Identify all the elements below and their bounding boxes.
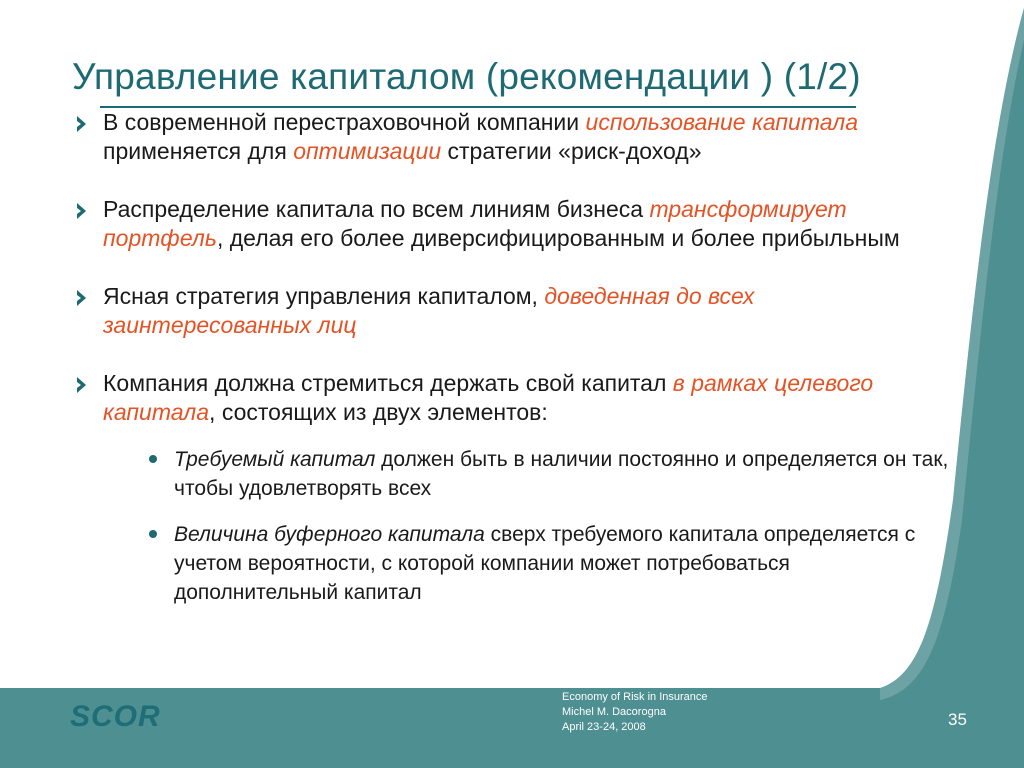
bullet-item <box>72 369 952 607</box>
footer-info-line: April 23-24, 2008 <box>562 721 646 733</box>
chevron-right-icon <box>76 202 88 220</box>
text-segment: Ясная стратегия управления капиталом, <box>103 283 545 309</box>
scor-logo: SCOR <box>70 700 161 733</box>
highlighted-text: в рамках целевого капитала <box>103 370 874 425</box>
italic-term: Величина буферного капитала <box>174 523 485 546</box>
text-segment: должен быть в наличии постоянно и определяется он так, чтобы удовлетворять всех <box>174 448 949 500</box>
bullet-list <box>72 108 952 636</box>
italic-term: Требуемый капитал <box>174 448 376 471</box>
text-segment: В современной перестраховочной компании <box>103 109 586 135</box>
chevron-right-icon <box>76 115 88 133</box>
bullet-item <box>72 195 952 253</box>
sub-bullet-item <box>147 520 952 607</box>
highlighted-text: трансформирует портфель <box>103 196 847 251</box>
chevron-right-icon <box>76 376 88 394</box>
sub-bullet-text <box>174 445 952 503</box>
sub-bullet-list <box>147 445 952 607</box>
bullet-text <box>103 195 952 253</box>
page-number: 35 <box>948 710 967 729</box>
highlighted-text: оптимизации <box>293 138 442 164</box>
text-segment: Распределение капитала по всем линиям бизнеса <box>103 196 650 222</box>
bullet-text <box>103 108 952 166</box>
footer-info-line: Michel M. Dacorogna <box>562 706 666 718</box>
chevron-right-icon <box>76 289 88 307</box>
bullet-item <box>72 108 952 166</box>
text-segment: , состоящих из двух элементов: <box>209 399 548 425</box>
footer-info <box>562 690 708 735</box>
highlighted-text: использование капитала <box>585 109 859 135</box>
footer-info-line: Economy of Risk in Insurance <box>562 691 708 703</box>
slide-title: Управление капиталом (рекомендации ) (1/2) <box>72 56 861 97</box>
dot-icon <box>149 530 157 538</box>
dot-icon <box>149 455 157 463</box>
sub-bullet-item <box>147 445 952 503</box>
bullet-text <box>103 282 952 340</box>
text-segment: стратегии «риск-доход» <box>441 138 702 164</box>
text-segment: сверх требуемого капитала определяется с учетом вероятности, с которой компании может потребоваться дополнительный капитал <box>174 523 916 604</box>
sub-bullet-text <box>174 520 952 607</box>
text-segment: применяется для <box>103 138 294 164</box>
bullet-text <box>103 369 952 427</box>
text-segment: , делая его более диверсифицированным и более прибыльным <box>216 225 900 251</box>
bullet-item <box>72 282 952 340</box>
text-segment: Компания должна стремиться держать свой капитал <box>103 370 673 396</box>
highlighted-text: доведенная до всех заинтересованных лиц <box>103 283 755 338</box>
